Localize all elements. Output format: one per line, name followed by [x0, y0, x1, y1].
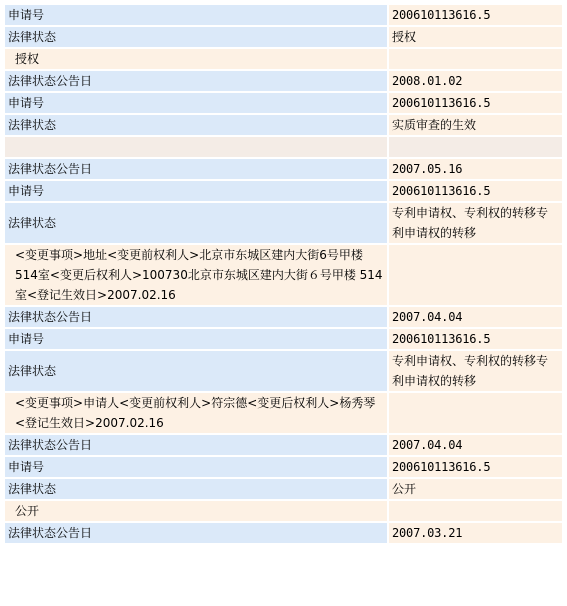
table-row [5, 393, 562, 433]
table-row [5, 479, 562, 499]
table-row [5, 49, 562, 69]
table-row [5, 115, 562, 135]
row-value: 2007.04.04 [389, 307, 562, 327]
row-detail: 公开 [5, 501, 387, 521]
row-label: 申请号 [5, 181, 387, 201]
table-row [5, 457, 562, 477]
row-label: 申请号 [5, 457, 387, 477]
row-value: 实质审查的生效 [389, 115, 562, 135]
row-value: 200610113616.5 [389, 93, 562, 113]
row-value: 200610113616.5 [389, 457, 562, 477]
row-label: 法律状态公告日 [5, 523, 387, 543]
table-row [5, 27, 562, 47]
table-row [5, 71, 562, 91]
row-label: 申请号 [5, 5, 387, 25]
table-row [5, 307, 562, 327]
row-label: 法律状态 [5, 115, 387, 135]
table-row [5, 351, 562, 391]
row-value: 200610113616.5 [389, 181, 562, 201]
row-value: 2007.04.04 [389, 435, 562, 455]
table-row [5, 5, 562, 25]
row-detail: <变更事项>申请人<变更前权利人>符宗德<变更后权利人>杨秀琴<登记生效日>2007.02.16 [5, 393, 387, 433]
row-label: 法律状态公告日 [5, 307, 387, 327]
row-detail: 授权 [5, 49, 387, 69]
row-label: 申请号 [5, 93, 387, 113]
row-value: 2007.05.16 [389, 159, 562, 179]
table-row [5, 435, 562, 455]
table-row [5, 501, 562, 521]
row-label: 申请号 [5, 329, 387, 349]
row-value: 200610113616.5 [389, 5, 562, 25]
row-value: 专利申请权、专利权的转移专利申请权的转移 [389, 351, 562, 391]
legal-status-table [3, 3, 564, 545]
table-row [5, 203, 562, 243]
row-value [389, 501, 562, 521]
row-label: 法律状态 [5, 203, 387, 243]
row-label: 法律状态公告日 [5, 435, 387, 455]
row-value: 200610113616.5 [389, 329, 562, 349]
table-row [5, 329, 562, 349]
table-row [5, 523, 562, 543]
row-label: 法律状态 [5, 479, 387, 499]
row-label: 法律状态公告日 [5, 159, 387, 179]
row-value: 授权 [389, 27, 562, 47]
table-row [5, 181, 562, 201]
table-row [5, 245, 562, 305]
row-value [389, 393, 562, 433]
row-value: 公开 [389, 479, 562, 499]
table-row [5, 93, 562, 113]
row-value [389, 49, 562, 69]
table-row [5, 159, 562, 179]
row-value: 专利申请权、专利权的转移专利申请权的转移 [389, 203, 562, 243]
row-detail: <变更事项>地址<变更前权利人>北京市东城区建内大街6号甲楼514室<变更后权利人>100730北京市东城区建内大街６号甲楼 514 室<登记生效日>2007.02.16 [5, 245, 387, 305]
row-label: 法律状态 [5, 351, 387, 391]
row-value [389, 245, 562, 305]
table-row [5, 137, 562, 157]
row-value: 2008.01.02 [389, 71, 562, 91]
row-value [389, 137, 562, 157]
row-detail [5, 137, 387, 157]
row-value: 2007.03.21 [389, 523, 562, 543]
row-label: 法律状态 [5, 27, 387, 47]
row-label: 法律状态公告日 [5, 71, 387, 91]
